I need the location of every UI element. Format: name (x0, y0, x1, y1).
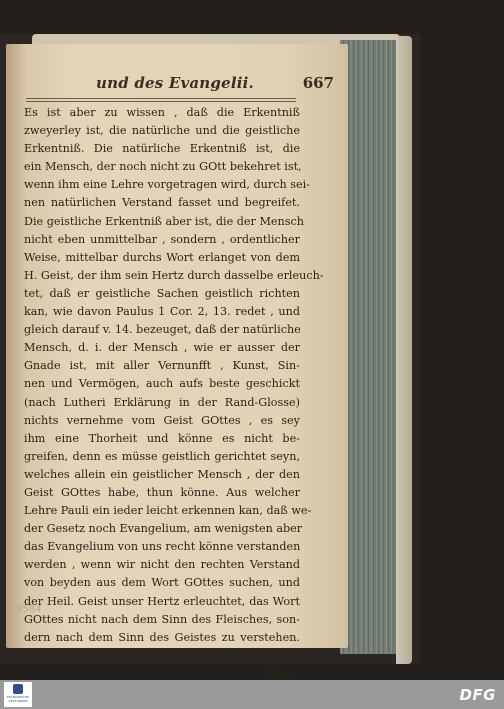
text-line: Gnade ist, mit aller Vernunfft , Kunst, Sin- (24, 359, 300, 373)
text-line: werden , wenn wir nicht den rechten Verstand (24, 558, 300, 572)
viewer-footer (0, 680, 504, 709)
text-line: nen natürlichen Verstand fasset und begreifet. (24, 196, 300, 210)
text-line: nen und Vermögen, auch aufs beste geschickt (24, 377, 300, 391)
text-line: Weise, mittelbar durchs Wort erlanget von dem (24, 250, 300, 264)
text-line: wenn ihm eine Lehre vorgetragen wird, durch sei- (24, 178, 310, 192)
text-line: H. Geist, der ihm sein Hertz durch dasselbe erleuch- (24, 268, 324, 282)
text-line: nicht eben unmittelbar , sondern , ordentlicher (24, 232, 300, 246)
text-line: Die geistliche Erkentniß aber ist, die der Mensch (24, 214, 304, 228)
text-line: welches allein ein geistlicher Mensch , der den (24, 467, 300, 481)
text-line: Erkentniß. Die natürliche Erkentniß ist, die (24, 142, 300, 156)
text-line: von beyden aus dem Wort GOttes suchen, und (24, 576, 300, 590)
text-line: GOttes nicht nach dem Sinn des Fleisches, son- (24, 612, 300, 626)
dfg-logo[interactable]: DFG (459, 686, 496, 704)
library-emblem-icon (13, 684, 23, 694)
body-text (24, 104, 324, 683)
page-block-edges (340, 40, 402, 654)
text-line: der Heil. Geist unser Hertz erleuchtet, das Wort (24, 594, 300, 608)
text-line: nichts vernehme vom Geist GOttes , es sey (24, 413, 300, 427)
text-line: ihm eine Thorheit und könne es nicht be- (24, 431, 300, 445)
text-line: gleich darauf v. 14. bezeuget, daß der natürliche (24, 323, 301, 337)
text-line: das Evangelium von uns recht könne verstanden (24, 540, 301, 554)
header-rule (26, 98, 296, 102)
text-line: zweyerley ist, die natürliche und die geistliche (24, 124, 300, 138)
text-line: ein Mensch, der noch nicht zu GOtt bekehret ist, (24, 160, 302, 174)
library-logo[interactable] (4, 682, 32, 707)
text-line: der Gesetz noch Evangelium, am wenigsten aber (24, 522, 303, 536)
text-line: Evan- (267, 666, 300, 680)
text-line: Mensch, d. i. der Mensch , wie er ausser der (24, 341, 300, 355)
running-title: und des Evangelii. (96, 74, 254, 92)
library-logo-text: FRANCKESCHE STIFTUNGEN (6, 695, 30, 703)
pencil-note: 3584 (16, 604, 42, 615)
page-number: 667 (302, 74, 334, 92)
text-line: Es ist aber zu wissen , daß die Erkentniß (24, 106, 300, 119)
text-line: tet, daß er geistliche Sachen geistlich richten (24, 286, 300, 300)
text-line: greifen, denn es müsse geistlich gerichtet seyn, (24, 449, 300, 463)
text-line: Lehre Pauli ein ieder leicht erkennen kan, daß we- (24, 504, 312, 518)
text-line: (nach Lutheri Erklärung in der Rand-Glosse) (24, 395, 300, 409)
book-cover-edge (396, 36, 412, 664)
book-page (6, 44, 348, 680)
text-line: Ich hoffe, daß wir hievon aus unsern heutigen (24, 648, 300, 662)
text-line: Geist GOttes habe, thun könne. Aus welcher (24, 485, 300, 499)
text-line: dern nach dem Sinn des Geistes zu verstehen. (24, 630, 300, 644)
page-header (78, 74, 340, 96)
text-line: kan, wie davon Paulus 1 Cor. 2, 13. redet , und (24, 305, 300, 319)
